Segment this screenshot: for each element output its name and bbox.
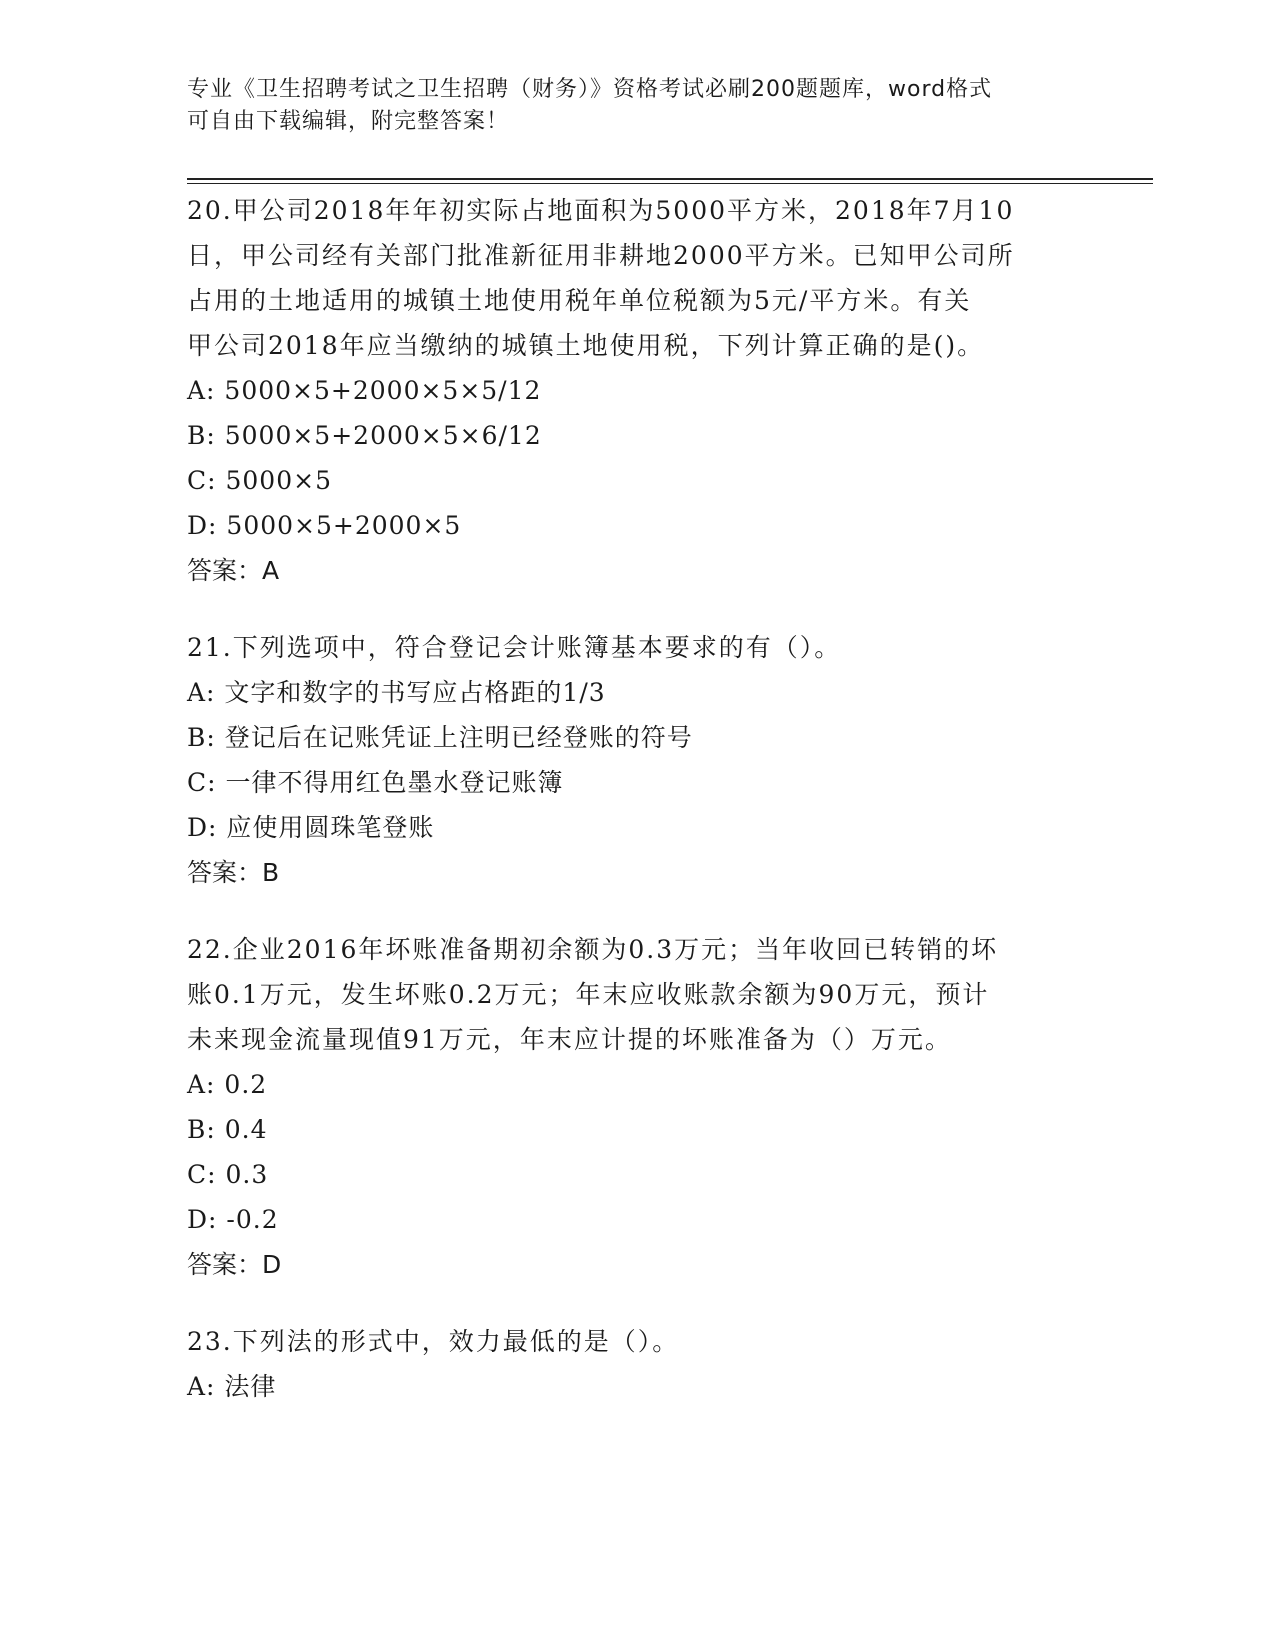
question-stem-line: 22.企业2016年坏账准备期初余额为0.3万元；当年收回已转销的坏 [187, 935, 999, 964]
option-c: C: 一律不得用红色墨水登记账簿 [187, 768, 564, 797]
document-header [187, 74, 1087, 138]
answer-label: 答案：A [187, 556, 280, 585]
option-d: D: 5000×5+2000×5 [187, 511, 462, 540]
option-b: B: 登记后在记账凭证上注明已经登账的符号 [187, 723, 693, 752]
option-b: B: 5000×5+2000×5×6/12 [187, 421, 542, 450]
question-list [187, 188, 1087, 1441]
question-stem-line: 未来现金流量现值91万元，年末应计提的坏账准备为（）万元。 [187, 1025, 952, 1054]
question-22 [187, 927, 1087, 1287]
question-stem-line: 日，甲公司经有关部门批准新征用非耕地2000平方米。已知甲公司所 [187, 241, 1015, 270]
question-stem-line: 23.下列法的形式中，效力最低的是（）。 [187, 1327, 680, 1356]
answer-label: 答案：D [187, 1250, 282, 1279]
option-d: D: -0.2 [187, 1205, 279, 1234]
option-c: C: 5000×5 [187, 466, 332, 495]
question-23 [187, 1319, 1087, 1409]
answer-label: 答案：B [187, 858, 280, 887]
question-stem-line: 甲公司2018年应当缴纳的城镇土地使用税，下列计算正确的是()。 [187, 331, 985, 360]
option-a: A: 法律 [187, 1372, 277, 1401]
question-21 [187, 625, 1087, 895]
question-stem-line: 占用的土地适用的城镇土地使用税年单位税额为5元/平方米。有关 [187, 286, 972, 315]
question-stem-line: 20.甲公司2018年年初实际占地面积为5000平方米，2018年7月10 [187, 196, 1015, 225]
header-divider-thick [187, 178, 1153, 180]
question-20 [187, 188, 1087, 593]
option-a: A: 5000×5+2000×5×5/12 [187, 376, 542, 405]
option-d: D: 应使用圆珠笔登账 [187, 813, 435, 842]
option-b: B: 0.4 [187, 1115, 268, 1144]
header-line-1: 专业《卫生招聘考试之卫生招聘（财务）》资格考试必刷200题题库，word格式 [187, 77, 993, 102]
header-divider-thin [187, 183, 1153, 184]
option-a: A: 文字和数字的书写应占格距的1/3 [187, 678, 606, 707]
question-stem-line: 21.下列选项中，符合登记会计账簿基本要求的有（）。 [187, 633, 842, 662]
header-line-2: 可自由下载编辑，附完整答案！ [187, 109, 510, 134]
option-a: A: 0.2 [187, 1070, 268, 1099]
option-c: C: 0.3 [187, 1160, 269, 1189]
question-stem-line: 账0.1万元，发生坏账0.2万元；年末应收账款余额为90万元，预计 [187, 980, 990, 1009]
